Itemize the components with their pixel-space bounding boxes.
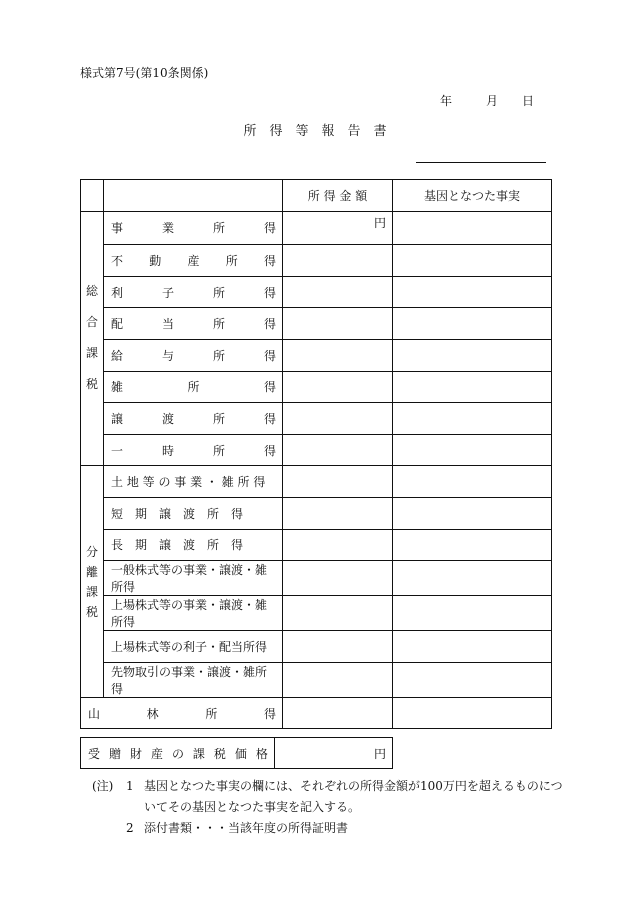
table-row <box>81 466 552 498</box>
table-row <box>81 403 552 435</box>
corner-cell <box>104 180 283 212</box>
amount-cell[interactable] <box>283 434 393 466</box>
title-char: 書 <box>373 124 387 139</box>
amount-cell[interactable] <box>283 529 393 561</box>
amount-cell[interactable] <box>283 466 393 498</box>
title-char: 所 <box>243 124 257 139</box>
table-row <box>81 561 552 596</box>
table-row <box>81 245 552 277</box>
yen-unit: 円 <box>373 746 386 761</box>
table-row <box>81 631 552 663</box>
reason-cell[interactable] <box>393 662 552 697</box>
amount-cell[interactable] <box>283 308 393 340</box>
reason-cell[interactable] <box>393 631 552 663</box>
row-label-land-business-misc: 土 地 等 の 事 業 ・ 雑 所 得 <box>104 466 283 498</box>
table-row <box>81 662 552 697</box>
header-row <box>81 180 552 212</box>
reason-cell[interactable] <box>393 211 552 245</box>
table-row <box>81 371 552 403</box>
title-char: 得 <box>269 124 283 139</box>
reason-cell[interactable] <box>393 561 552 596</box>
amount-cell[interactable] <box>283 631 393 663</box>
gift-tax-value-cell[interactable] <box>275 738 393 769</box>
row-label-occasional-income: 一 時 所 得 <box>104 434 283 466</box>
amount-cell[interactable] <box>283 561 393 596</box>
date-year: 年 <box>440 94 453 108</box>
table-row <box>81 738 393 769</box>
date-month: 月 <box>486 94 499 108</box>
reason-cell[interactable] <box>393 497 552 529</box>
reason-cell[interactable] <box>393 529 552 561</box>
title-char: 告 <box>347 124 361 139</box>
row-label-general-stocks: 一般株式等の事業・譲渡・雑所得 <box>104 561 283 596</box>
amount-cell[interactable] <box>283 245 393 277</box>
reason-cell[interactable] <box>393 697 552 729</box>
row-label-misc-income: 雑 所 得 <box>104 371 283 403</box>
table-row <box>81 497 552 529</box>
column-header-amount: 所 得 金 額 <box>283 180 393 212</box>
table-row <box>81 529 552 561</box>
row-label-futures: 先物取引の事業・譲渡・雑所得 <box>104 662 283 697</box>
note-text: 添付書類・・・当該年度の所得証明書 <box>144 821 349 835</box>
row-label-short-term-transfer: 短 期 譲 渡 所 得 <box>104 497 283 529</box>
table-row <box>81 308 552 340</box>
column-header-reason: 基因となつた事実 <box>393 180 552 212</box>
table-row <box>81 276 552 308</box>
table-row <box>81 339 552 371</box>
row-label-long-term-transfer: 長 期 譲 渡 所 得 <box>104 529 283 561</box>
reason-cell[interactable] <box>393 403 552 435</box>
title-char: 報 <box>321 124 335 139</box>
reason-cell[interactable] <box>393 339 552 371</box>
reason-cell[interactable] <box>393 276 552 308</box>
table-row <box>81 596 552 631</box>
notes-prefix: (注) <box>92 779 114 793</box>
notes <box>92 776 563 839</box>
amount-cell[interactable] <box>283 371 393 403</box>
date-day: 日 <box>522 94 535 108</box>
note-text: いてその基因となつた事実を記入する。 <box>144 800 361 814</box>
row-label-salary-income: 給 与 所 得 <box>104 339 283 371</box>
corner-cell <box>81 180 104 212</box>
row-label-interest-income: 利 子 所 得 <box>104 276 283 308</box>
reason-cell[interactable] <box>393 371 552 403</box>
page-title <box>237 120 393 139</box>
amount-cell[interactable] <box>283 403 393 435</box>
row-label-forest-income: 山 林 所 得 <box>81 697 283 729</box>
row-label-transfer-income: 譲 渡 所 得 <box>104 403 283 435</box>
row-label-real-estate-income: 不 動 産 所 得 <box>104 245 283 277</box>
reason-cell[interactable] <box>393 245 552 277</box>
amount-cell[interactable] <box>283 497 393 529</box>
reason-cell[interactable] <box>393 466 552 498</box>
row-label-listed-stocks: 上場株式等の事業・譲渡・雑所得 <box>104 596 283 631</box>
gift-tax-table <box>80 737 393 769</box>
amount-cell[interactable] <box>283 662 393 697</box>
gift-tax-label: 受 贈 財 産 の 課 税 価 格 <box>81 738 275 769</box>
row-label-dividend-income: 配 当 所 得 <box>104 308 283 340</box>
amount-cell[interactable] <box>283 596 393 631</box>
amount-cell[interactable] <box>283 276 393 308</box>
group-label-general: 総 合 課 税 <box>81 211 104 466</box>
table-row <box>81 697 552 729</box>
title-char: 等 <box>295 124 309 139</box>
income-report-table <box>80 179 552 729</box>
date-line <box>440 92 534 109</box>
reason-cell[interactable] <box>393 308 552 340</box>
table-row <box>81 434 552 466</box>
reason-cell[interactable] <box>393 596 552 631</box>
amount-cell[interactable] <box>283 339 393 371</box>
note-number: 1 <box>126 779 134 793</box>
group-label-separate: 分 離 課 税 <box>81 466 104 697</box>
note-text: 基因となつた事実の欄には、それぞれの所得金額が100万円を超えるものにつ <box>144 779 563 793</box>
table-row <box>81 211 552 245</box>
name-signature-line[interactable] <box>416 162 546 163</box>
form-number: 様式第7号(第10条関係) <box>80 66 209 80</box>
row-label-business-income: 事 業 所 得 <box>104 211 283 245</box>
amount-cell[interactable] <box>283 211 393 245</box>
yen-unit: 円 <box>373 215 386 230</box>
row-label-listed-stocks-dividends: 上場株式等の利子・配当所得 <box>104 631 283 663</box>
note-number: 2 <box>126 821 134 835</box>
reason-cell[interactable] <box>393 434 552 466</box>
amount-cell[interactable] <box>283 697 393 729</box>
